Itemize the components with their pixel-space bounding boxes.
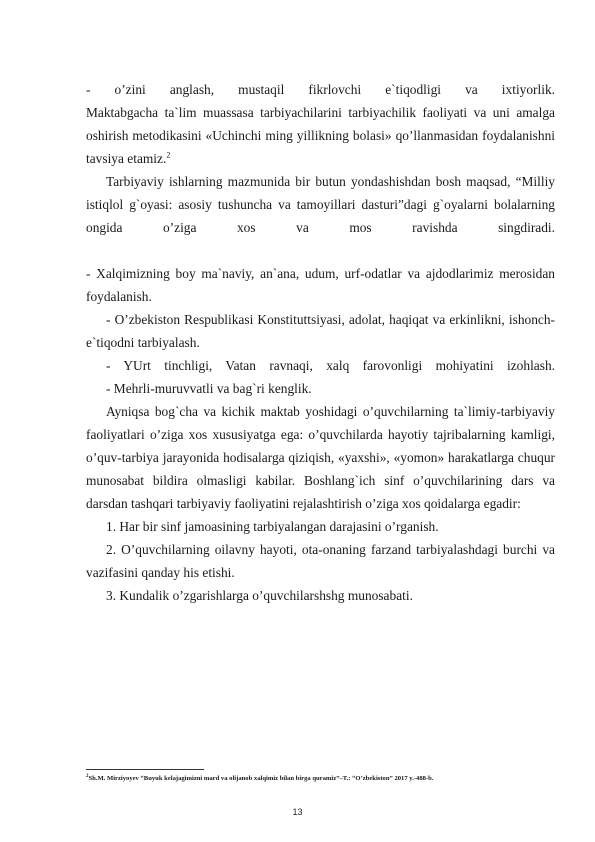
paragraph: - Mehrli-muruvvatli va bag`ri kenglik. [106, 381, 312, 396]
blank-line [86, 239, 555, 262]
paragraph-text: Maktabgacha ta`lim muassasa tarbiyachilarini tarbiyachilik faoliyati va uni amalga oshirish metodikasini «Uchinchi ming yillikning bolasi» qo’llanmasidan foydalanishni tavsiya etamiz. [86, 105, 555, 166]
page-number: 13 [292, 807, 303, 817]
footnote-divider [86, 769, 204, 770]
paragraph: - O’zbekiston Respublikasi Konstituttsiyasi, adolat, haqiqat va erkinlikni, ishonch-e`tiqodni tarbiyalash. [86, 312, 555, 350]
top-margin [86, 0, 555, 78]
paragraph-line: - o’zini anglash, mustaqil fikrlovchi e`tiqodligi va ixtiyorlik. [86, 82, 555, 97]
paragraph: - YUrt tinchligi, Vatan ravnaqi, xalq farovonligi mohiyatini izohlash. [106, 358, 555, 373]
footnote [86, 774, 433, 784]
paragraph [86, 101, 555, 170]
list-item: 1. Har bir sinf jamoasining tarbiyalangan darajasini o’rganish. [106, 519, 439, 534]
footnote-ref[interactable]: 2 [166, 150, 171, 160]
list-item: 3. Kundalik o’zgarishlarga o’quvchilarshshg munosabati. [106, 588, 413, 603]
paragraph: Tarbiyaviy ishlarning mazmunida bir butun yondashishdan bosh maqsad, “Milliy istiqlol g`oyasi: asosiy tushuncha va tamoyillari dasturi”dagi g`oyalarni bolalarning ongida o’ziga xos va mos ravishda singdiradi. [86, 174, 555, 235]
paragraph: - Xalqimizning boy ma`naviy, an`ana, udum, urf-odatlar va ajdodlarimiz merosidan foydalanish. [86, 266, 555, 304]
document-body [86, 0, 555, 607]
footnote-marker: 2 [86, 773, 89, 779]
paragraph: Ayniqsa bog`cha va kichik maktab yoshidagi o’quvchilarning ta`limiy-tarbiyaviy faoliyatlari o’ziga xos xususiyatga ega: o’quvchilarda hayotiy tajribalarning kamligi, o’quv-tarbiya jarayonida hodisalarga qiziqish, «yaxshi», «yomon» harakatlarga chuqur munosabat bildira olmasligi kabilar. Boshlang`ich sinf o’quvchilarining dars va darsdan tashqari tarbiyaviy faoliyatini rejalashtirish o’ziga xos qoidalarga egadir: [86, 404, 555, 511]
list-item: 2. O’quvchilarning oilavny hayoti, ota-onaning farzand tarbiyalashdagi burchi va vazifasini qanday his etishi. [86, 542, 555, 580]
footnote-text: Sh.M. Mirziyoyev “Buyuk kelajagimizni mard va olijanob xalqimiz bilan birga quramiz”–T.: “O’zbekiston” 2017 y.-488-b. [88, 775, 434, 782]
